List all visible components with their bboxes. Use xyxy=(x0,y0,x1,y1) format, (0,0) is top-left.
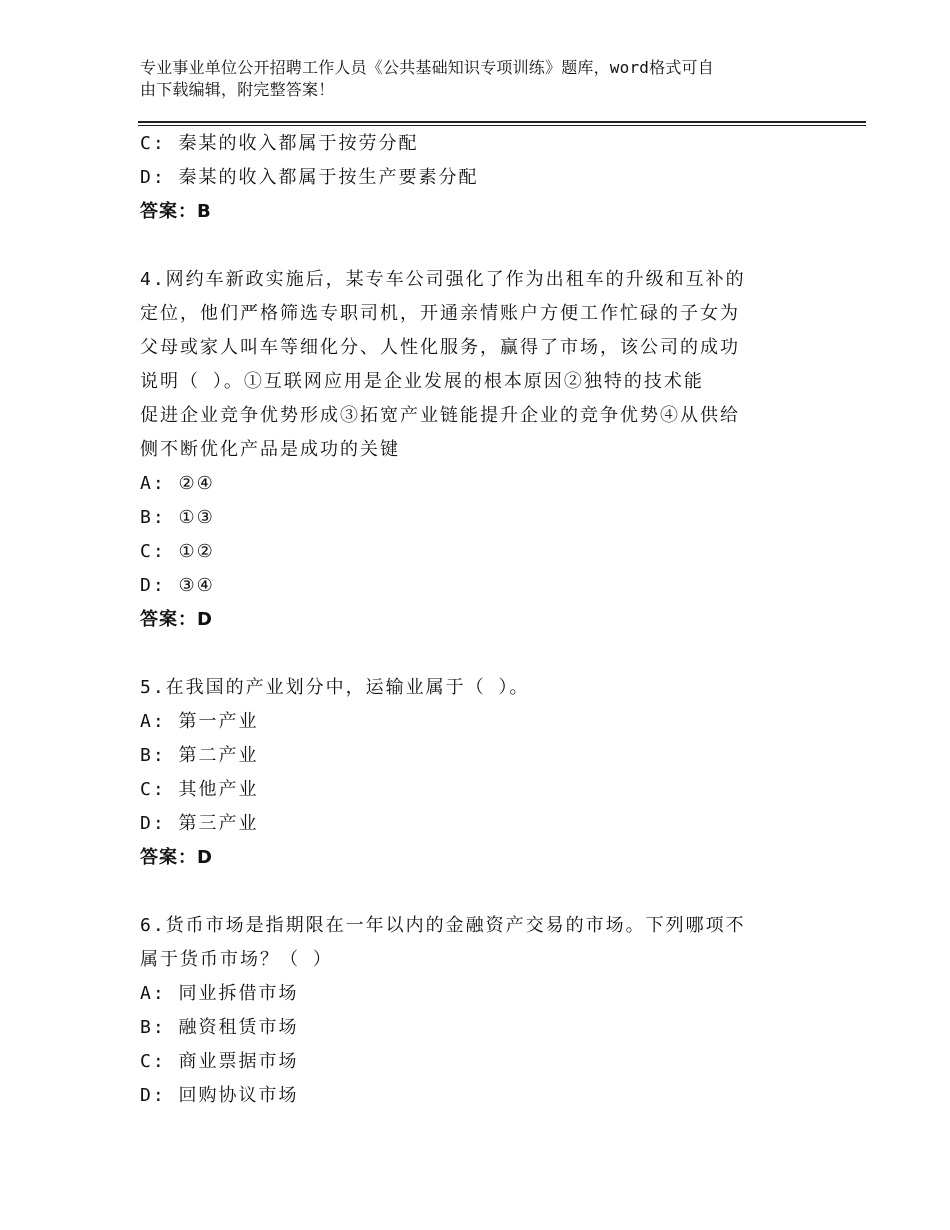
option-a: A: 同业拆借市场 xyxy=(140,983,299,1004)
option-c: C: 秦某的收入都属于按劳分配 xyxy=(140,133,419,154)
option-b: B: ①③ xyxy=(140,507,215,528)
question-stem-line: 定位，他们严格筛选专职司机，开通亲情账户方便工作忙碌的子女为 xyxy=(140,303,740,324)
header-line-2: 由下载编辑，附完整答案！ xyxy=(140,80,335,99)
option-c: C: 商业票据市场 xyxy=(140,1051,299,1072)
question-5 xyxy=(140,671,800,875)
page-header xyxy=(140,57,840,101)
question-stem-line: 5.在我国的产业划分中，运输业属于（ ）。 xyxy=(140,677,530,698)
option-c: C: 其他产业 xyxy=(140,779,259,800)
option-c: C: ①② xyxy=(140,541,215,562)
header-rule-thick xyxy=(138,121,866,123)
header-line-1: 专业事业单位公开招聘工作人员《公共基础知识专项训练》题库，word格式可自 xyxy=(140,58,714,77)
answer: 答案：B xyxy=(140,201,212,222)
option-b: B: 融资租赁市场 xyxy=(140,1017,299,1038)
question-stem-line: 父母或家人叫车等细化分、人性化服务，赢得了市场，该公司的成功 xyxy=(140,337,740,358)
header-rule-thin xyxy=(138,125,866,126)
option-d: D: 回购协议市场 xyxy=(140,1085,299,1106)
spacer xyxy=(140,637,800,671)
question-stem-line: 促进企业竞争优势形成③拓宽产业链能提升企业的竞争优势④从供给 xyxy=(140,405,740,426)
option-d: D: 第三产业 xyxy=(140,813,259,834)
question-stem-line: 说明（ ）。①互联网应用是企业发展的根本原因②独特的技术能 xyxy=(140,371,704,392)
answer: 答案：D xyxy=(140,609,213,630)
option-a: A: ②④ xyxy=(140,473,215,494)
question-4 xyxy=(140,263,800,637)
option-d: D: ③④ xyxy=(140,575,215,596)
spacer xyxy=(140,875,800,909)
question-stem-line: 6.货币市场是指期限在一年以内的金融资产交易的市场。下列哪项不 xyxy=(140,915,746,936)
question-stem-line: 4.网约车新政实施后，某专车公司强化了作为出租车的升级和互补的 xyxy=(140,269,746,290)
question-stem-line: 属于货币市场？（ ） xyxy=(140,949,333,970)
option-d: D: 秦某的收入都属于按生产要素分配 xyxy=(140,167,479,188)
spacer xyxy=(140,229,800,263)
option-b: B: 第二产业 xyxy=(140,745,259,766)
question-content xyxy=(140,127,800,1113)
question-stem-line: 侧不断优化产品是成功的关键 xyxy=(140,439,400,460)
question-3-tail xyxy=(140,127,800,229)
question-6 xyxy=(140,909,800,1113)
option-a: A: 第一产业 xyxy=(140,711,259,732)
answer: 答案：D xyxy=(140,847,213,868)
